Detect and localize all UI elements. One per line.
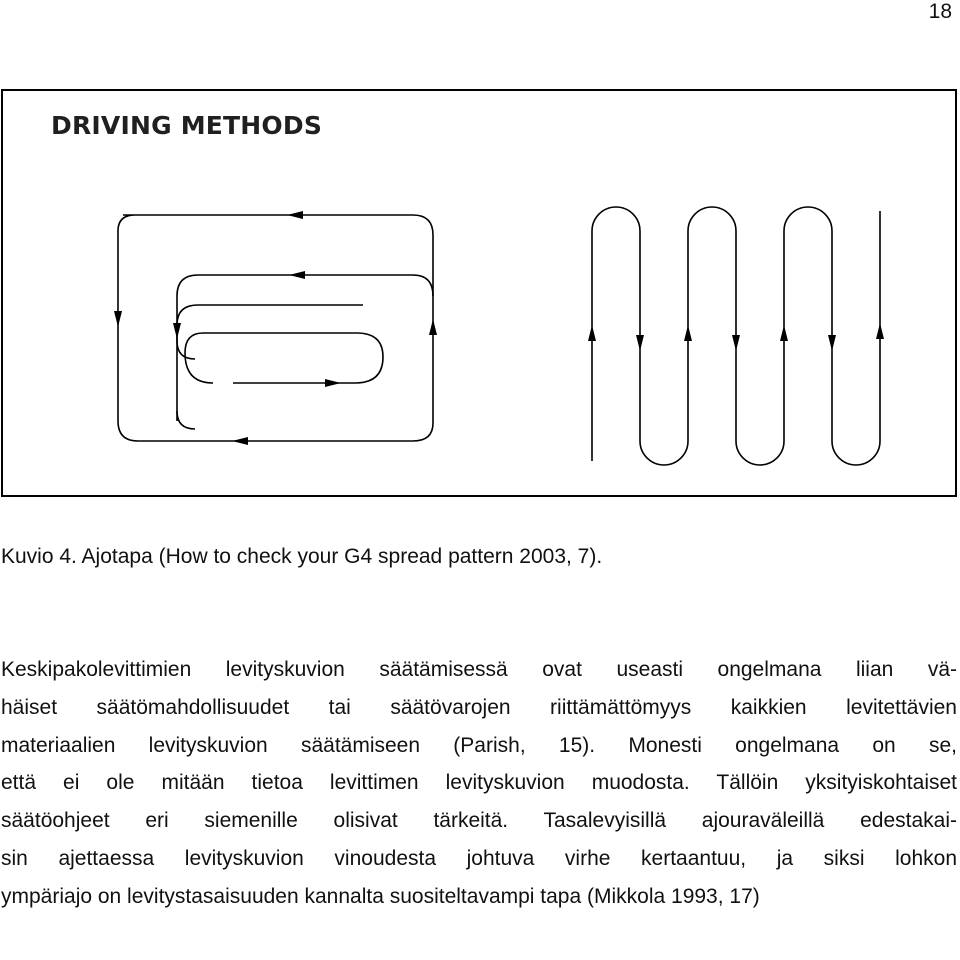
arrow-up-5 <box>780 325 788 341</box>
arrow-down-2 <box>636 335 644 351</box>
body-paragraph <box>1 651 957 916</box>
page-number: 18 <box>928 0 952 23</box>
arrow-down-outer <box>114 311 122 327</box>
arrow-up-1 <box>588 325 596 341</box>
arrow-up-right <box>429 319 437 335</box>
spiral-arrows <box>114 211 437 445</box>
paragraph-line: säätöohjeet eri siemenille olisivat tärkeitä. Tasalevyisillä ajouraväleillä edestakai- <box>1 809 957 833</box>
spiral-middle-path <box>177 275 433 421</box>
paragraph-line: materiaalien levityskuvion säätämiseen (Parish, 15). Monesti ongelmana on se, <box>1 733 957 757</box>
figure-title: DRIVING METHODS <box>51 111 323 140</box>
paragraph-line: Keskipakolevittimien levityskuvion säätämisessä ovat useasti ongelmana liian vä- <box>1 658 957 681</box>
arrow-down-inner <box>173 323 181 339</box>
paragraph-line: että ei ole mitään tietoa levittimen levityskuvion muodosta. Tällöin yksityiskohtaiset <box>1 771 957 795</box>
arrow-up-3 <box>684 325 692 341</box>
arrow-down-4 <box>732 335 740 351</box>
spiral-inner-loop <box>185 333 383 383</box>
arrow-down-6 <box>828 335 836 351</box>
spiral-outer-path <box>118 215 433 441</box>
spiral-pattern <box>118 215 433 441</box>
arrow-left-middle <box>289 271 305 279</box>
paragraph-line: sin ajettaessa levityskuvion vinoudesta johtuva virhe kertaantuu, ja siksi lohkon <box>1 846 957 870</box>
paragraph-line: häiset säätömahdollisuudet tai säätövarojen riittämättömyys kaikkien levitettävien <box>1 695 957 719</box>
arrow-left-top <box>287 211 303 219</box>
arrow-left-bottom <box>232 437 248 445</box>
arrow-up-7 <box>876 323 884 339</box>
spiral-inner-top <box>177 305 363 359</box>
figure-frame <box>1 89 957 497</box>
arrow-right-inner <box>325 379 341 387</box>
paragraph-line: ympäriajo on levitystasaisuuden kannalta suositeltavampi tapa (Mikkola 1993, 17) <box>1 884 760 908</box>
figure-caption: Kuvio 4. Ajotapa (How to check your G4 spread pattern 2003, 7). <box>1 545 603 568</box>
driving-methods-diagram <box>3 91 955 495</box>
spiral-middle-bottom <box>177 411 195 429</box>
